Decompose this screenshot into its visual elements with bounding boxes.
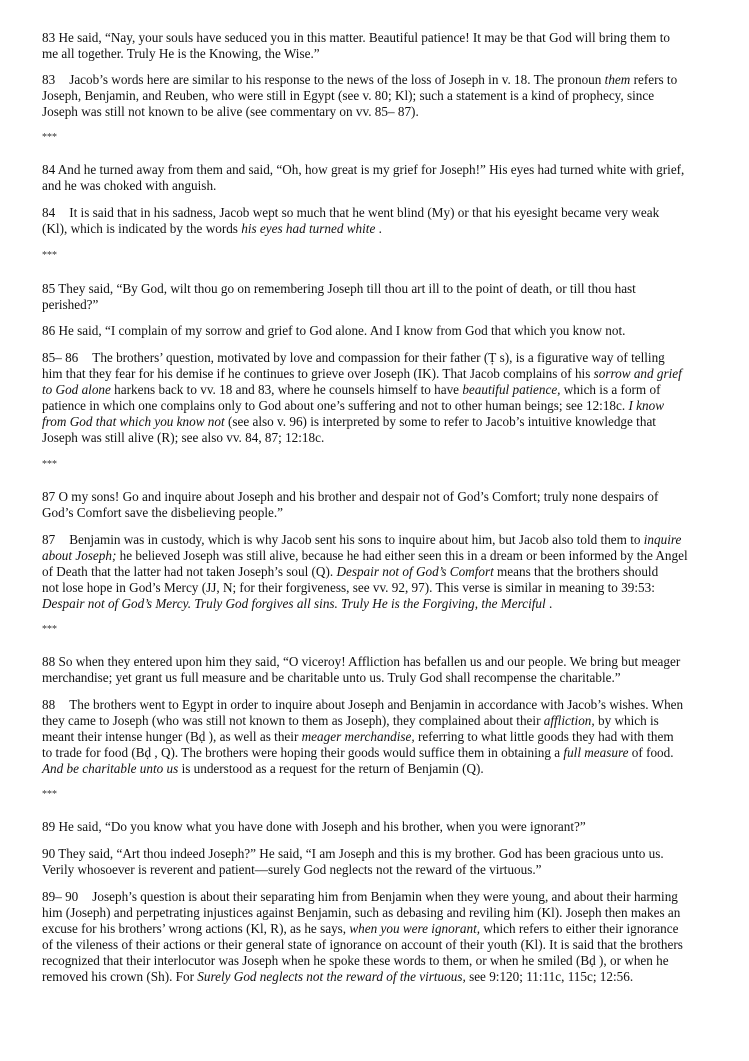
text-run: 85– 86 xyxy=(42,350,79,365)
text-line xyxy=(42,622,712,638)
verse-paragraph xyxy=(42,30,712,62)
commentary-paragraph xyxy=(42,350,712,446)
text-run: they came to Joseph (who was still not known to them as Joseph), they complained about their xyxy=(42,713,544,728)
text-run: Jacob’s words here are similar to his response to the news of the loss of Joseph in v. 18. The pronoun xyxy=(69,72,605,87)
italic-quote: inquire xyxy=(643,532,682,547)
text-line xyxy=(42,596,712,612)
text-line xyxy=(42,88,712,104)
text-run: 85 They said, “By God, wilt thou go on remembering Joseph till thou art ill to the point of death, or till thou hast xyxy=(42,281,636,296)
italic-quote: I know xyxy=(628,398,665,413)
italic-quote: beautiful patience, xyxy=(462,382,561,397)
text-run: by which is xyxy=(594,713,659,728)
text-run: Benjamin was in custody, which is why Jacob sent his sons to inquire about him, but Jacob also told them to xyxy=(69,532,644,547)
text-run: merchandise; yet grant us full measure and be charitable unto us. Truly God shall recompense the charitable.” xyxy=(42,670,621,685)
text-run: Joseph’s question is about their separating him from Benjamin when they were young, and about their harming xyxy=(92,889,678,904)
text-line xyxy=(42,670,712,686)
italic-quote: meager merchandise, xyxy=(301,729,415,744)
text-run: see 9:120; 11:11c, 115c; 12:56. xyxy=(465,969,634,984)
text-line xyxy=(42,953,712,969)
section-separator xyxy=(42,130,712,146)
text-run: (see also v. 96) is interpreted by some to refer to Jacob’s intuitive knowledge that xyxy=(224,414,656,429)
verse-paragraph xyxy=(42,489,712,521)
text-line xyxy=(42,178,712,194)
verse-paragraph xyxy=(42,162,712,194)
text-run: him (Joseph) and perpetrating injustices against Benjamin, such as debasing and reviling him (Kl). Joseph then makes an xyxy=(42,905,681,920)
text-run: which refers to either their ignorance xyxy=(480,921,679,936)
text-run: is understood as a request for the return of Benjamin (Q). xyxy=(178,761,484,776)
commentary-paragraph xyxy=(42,205,712,237)
text-line xyxy=(42,323,712,339)
text-line xyxy=(42,398,712,414)
text-line xyxy=(42,532,712,548)
text-run: 87 xyxy=(42,532,56,547)
text-line xyxy=(42,697,712,713)
text-run: not lose hope in God’s Mercy (JJ, N; for their forgiveness, see vv. 92, 97). This verse is similar in meaning to 39:53: xyxy=(42,580,655,595)
text-line xyxy=(42,350,712,366)
text-run: 83 xyxy=(42,72,56,87)
verse-paragraph xyxy=(42,819,712,835)
text-run: of food. xyxy=(628,745,674,760)
text-run: 87 O my sons! Go and inquire about Joseph and his brother and despair not of God’s Comfort; truly none despairs of xyxy=(42,489,659,504)
text-line xyxy=(42,46,712,62)
text-run: Joseph was still not known to be alive (see commentary on vv. 85– 87). xyxy=(42,104,419,119)
text-run: and he was choked with anguish. xyxy=(42,178,217,193)
text-line xyxy=(42,819,712,835)
text-run: recognized that their interlocutor was Joseph when he spoke these words to them, or when he smiled (Bḍ ), or when he xyxy=(42,953,669,968)
verse-paragraph xyxy=(42,323,712,339)
text-run: to trade for food (Bḍ , Q). The brothers were hoping their goods would suffice them in obtaining a xyxy=(42,745,564,760)
text-line xyxy=(42,580,712,596)
commentary-paragraph xyxy=(42,889,712,985)
text-line xyxy=(42,862,712,878)
text-run: removed his crown (Sh). For xyxy=(42,969,198,984)
text-run: 83 He said, “Nay, your souls have seduced you in this matter. Beautiful patience! It may be that God will bring them to xyxy=(42,30,670,45)
italic-quote: Surely God neglects not the reward of the virtuous, xyxy=(197,969,466,984)
text-run: 89 He said, “Do you know what you have done with Joseph and his brother, when you were ignorant?” xyxy=(42,819,586,834)
text-line xyxy=(42,889,712,905)
text-line xyxy=(42,713,712,729)
text-line xyxy=(42,787,712,803)
text-line xyxy=(42,130,712,146)
text-run: harkens back to vv. 18 and 83, where he counsels himself to have xyxy=(110,382,463,397)
text-run: The brothers went to Egypt in order to inquire about Joseph and Benjamin in accordance with Jacob’s wishes. When xyxy=(69,697,684,712)
text-line xyxy=(42,969,712,985)
text-run: which is a form of xyxy=(560,382,661,397)
text-line xyxy=(42,72,712,88)
commentary-paragraph xyxy=(42,72,712,120)
text-run: me all together. Truly He is the Knowing, the Wise.” xyxy=(42,46,320,61)
italic-quote: affliction, xyxy=(543,713,595,728)
text-run: Joseph, Benjamin, and Reuben, who were still in Egypt (see v. 80; Kl); such a statement is a kind of prophecy, since xyxy=(42,88,655,103)
text-line xyxy=(42,505,712,521)
text-run: referring to what little goods they had with them xyxy=(414,729,674,744)
text-run: 88 So when they entered upon him they said, “O viceroy! Affliction has befallen us and our people. We bring but meager xyxy=(42,654,681,669)
text-line xyxy=(42,162,712,178)
italic-quote: And be charitable unto us xyxy=(42,761,179,776)
text-run: he believed Joseph was still alive, because he had either seen this in a dream or been informed by the Angel xyxy=(116,548,688,563)
text-run: excuse for his brothers’ wrong actions (Kl, R), as he says, xyxy=(42,921,350,936)
text-run: patience in which one complains only to God about one’s suffering and not to other human beings; see 12:18c. xyxy=(42,398,629,413)
italic-quote: full measure xyxy=(563,745,629,760)
text-line xyxy=(42,729,712,745)
text-run: of the vileness of their actions or their general state of ignorance on account of their youth (Kl). It is said that the brothers xyxy=(42,937,683,952)
text-run: refers to xyxy=(630,72,678,87)
text-run: . xyxy=(375,221,382,236)
text-line xyxy=(42,221,712,237)
text-run: of Death that the latter had not taken Joseph’s soul (Q). xyxy=(42,564,337,579)
text-line xyxy=(42,104,712,120)
italic-quote: sorrow and grief xyxy=(593,366,682,381)
text-run: It is said that in his sadness, Jacob wept so much that he went blind (My) or that his eyesight became very weak xyxy=(69,205,660,220)
section-separator xyxy=(42,622,712,638)
text-line xyxy=(42,937,712,953)
text-line xyxy=(42,382,712,398)
text-line xyxy=(42,30,712,46)
text-run: *** xyxy=(42,789,57,800)
text-run: 90 They said, “Art thou indeed Joseph?” He said, “I am Joseph and this is my brother. God has been gracious unto us. xyxy=(42,846,664,861)
section-separator xyxy=(42,457,712,473)
italic-quote: from God that which you know not xyxy=(42,414,225,429)
text-line xyxy=(42,281,712,297)
text-run: The brothers’ question, motivated by love and compassion for their father (Ṭ s), is a figurative way of telling xyxy=(92,350,665,365)
italic-quote: Despair not of God’s Mercy. Truly God forgives all sins. Truly He is the Forgiving, the Merciful xyxy=(42,596,546,611)
text-run: him that they fear for his demise if he continues to grieve over Joseph (IK). That Jacob complains of his xyxy=(42,366,594,381)
text-line xyxy=(42,489,712,505)
italic-quote: his eyes had turned white xyxy=(241,221,376,236)
verse-paragraph xyxy=(42,281,712,313)
text-line xyxy=(42,654,712,670)
verse-paragraph xyxy=(42,654,712,686)
text-run: God’s Comfort save the disbelieving people.” xyxy=(42,505,283,520)
italic-quote: when you were ignorant, xyxy=(349,921,481,936)
text-run: 88 xyxy=(42,697,56,712)
text-line xyxy=(42,457,712,473)
text-run: *** xyxy=(42,250,57,261)
text-line xyxy=(42,564,712,580)
text-line xyxy=(42,846,712,862)
text-line xyxy=(42,366,712,382)
text-run: perished?” xyxy=(42,297,99,312)
text-run: *** xyxy=(42,459,57,470)
text-run: *** xyxy=(42,132,57,143)
text-run: meant their intense hunger (Bḍ ), as well as their xyxy=(42,729,302,744)
text-line xyxy=(42,761,712,777)
text-run: 86 He said, “I complain of my sorrow and grief to God alone. And I know from God that which you know not. xyxy=(42,323,626,338)
text-line xyxy=(42,905,712,921)
text-run: 89– 90 xyxy=(42,889,79,904)
text-run: means that the brothers should xyxy=(493,564,659,579)
text-run: (Kl), which is indicated by the words xyxy=(42,221,242,236)
italic-quote: Despair not of God’s Comfort xyxy=(336,564,494,579)
italic-quote: them xyxy=(604,72,631,87)
text-run: 84 xyxy=(42,205,56,220)
text-run: Joseph was still alive (R); see also vv. 84, 87; 12:18c. xyxy=(42,430,325,445)
text-line xyxy=(42,248,712,264)
text-line xyxy=(42,297,712,313)
text-line xyxy=(42,205,712,221)
commentary-paragraph xyxy=(42,532,712,612)
text-line xyxy=(42,745,712,761)
italic-quote: about Joseph; xyxy=(42,548,117,563)
text-line xyxy=(42,414,712,430)
text-run: 84 And he turned away from them and said, “Oh, how great is my grief for Joseph!” His eyes had turned white with grief, xyxy=(42,162,685,177)
text-run: . xyxy=(545,596,553,611)
text-line xyxy=(42,430,712,446)
text-run: Verily whosoever is reverent and patient—surely God neglects not the reward of the virtuous.” xyxy=(42,862,542,877)
verse-paragraph xyxy=(42,846,712,878)
section-separator xyxy=(42,787,712,803)
text-line xyxy=(42,548,712,564)
commentary-paragraph xyxy=(42,697,712,777)
text-line xyxy=(42,921,712,937)
section-separator xyxy=(42,248,712,264)
italic-quote: to God alone xyxy=(42,382,111,397)
text-run: *** xyxy=(42,624,57,635)
